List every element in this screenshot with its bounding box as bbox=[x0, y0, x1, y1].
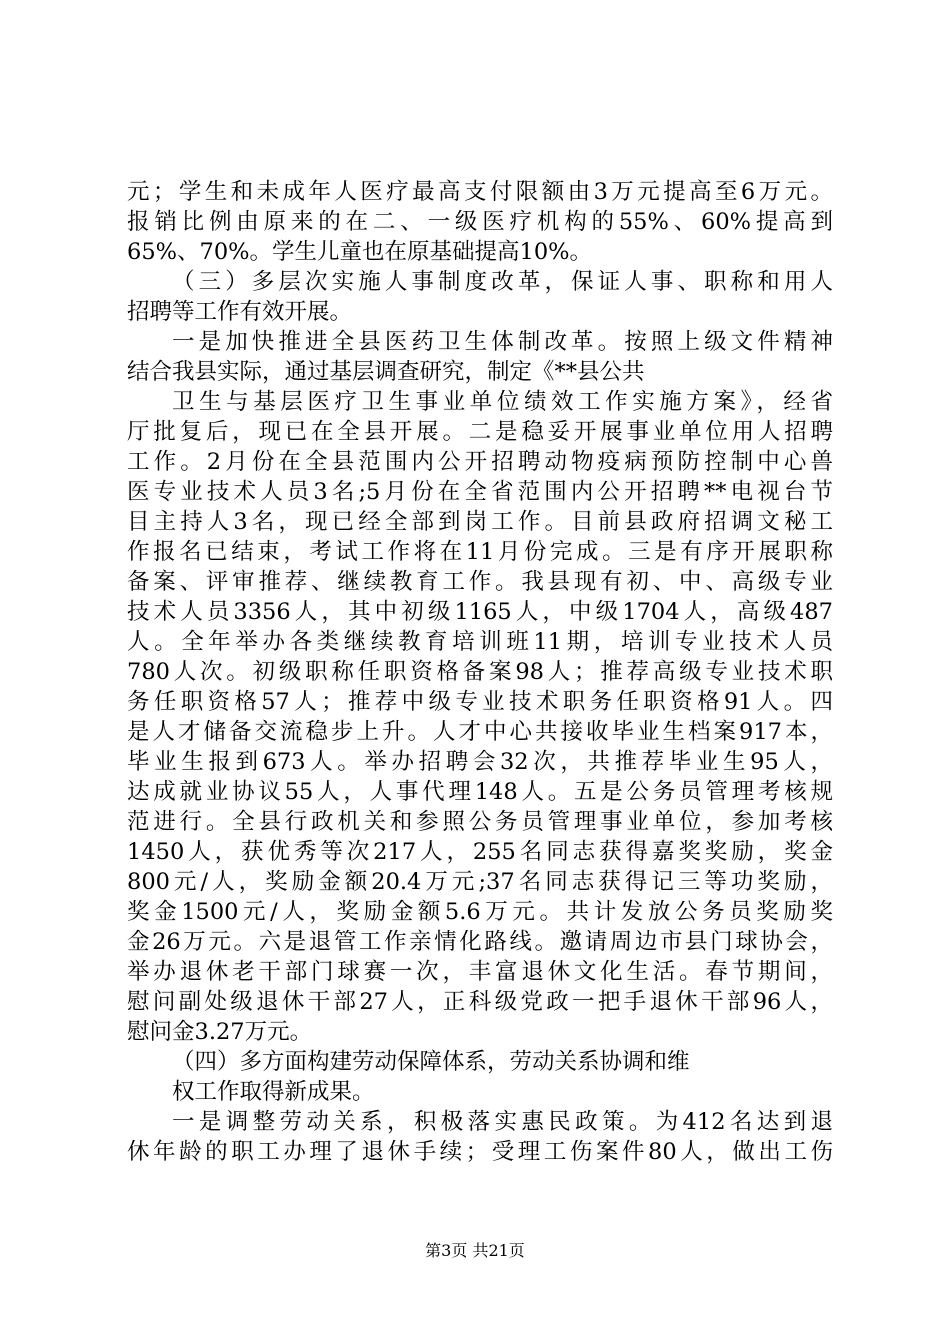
text-line: 780人次。初级职称任职资格备案98人；推荐高级专业技术职 bbox=[127, 659, 833, 685]
text-line: 报销比例由原来的在二、一级医疗机构的55%、60%提高到 bbox=[127, 209, 833, 235]
text-line: 元；学生和未成年人医疗最高支付限额由3万元提高至6万元。 bbox=[127, 179, 833, 205]
text-line: 是人才储备交流稳步上升。人才中心共接收毕业生档案917本， bbox=[127, 719, 833, 745]
text-line: 1450人，获优秀等次217人，255名同志获得嘉奖奖励，奖金 bbox=[127, 839, 833, 865]
text-line: 65%、70%。学生儿童也在原基础提高10%。 bbox=[127, 239, 593, 265]
text-line: 奖金1500元/人，奖励金额5.6万元。共计发放公务员奖励奖 bbox=[127, 899, 833, 925]
text-line: 举办退休老干部门球赛一次，丰富退休文化生活。春节期间， bbox=[127, 959, 833, 985]
text-line: 毕业生报到673人。举办招聘会32次，共推荐毕业生95人， bbox=[127, 749, 833, 775]
text-line: 一是加快推进全县医药卫生体制改革。按照上级文件精神 bbox=[172, 329, 833, 355]
text-line: 人。全年举办各类继续教育培训班11期，培训专业技术人员 bbox=[127, 629, 833, 655]
text-line: 达成就业协议55人，人事代理148人。五是公务员管理考核规 bbox=[127, 779, 833, 805]
text-line: 作报名已结束，考试工作将在11月份完成。三是有序开展职称 bbox=[127, 539, 833, 565]
text-line: 技术人员3356人，其中初级1165人，中级1704人，高级487 bbox=[127, 599, 833, 625]
text-line: 一是调整劳动关系，积极落实惠民政策。为412名达到退 bbox=[172, 1109, 833, 1135]
text-line: 慰问副处级退休干部27人，正科级党政一把手退休干部96人， bbox=[127, 989, 833, 1015]
text-line: 务任职资格57人；推荐中级专业技术职务任职资格91人。四 bbox=[127, 689, 833, 715]
text-line: 工作。2月份在全县范围内公开招聘动物疫病预防控制中心兽 bbox=[127, 449, 833, 475]
text-line: 金26万元。六是退管工作亲情化路线。邀请周边市县门球协会， bbox=[127, 929, 833, 955]
text-line: 备案、评审推荐、继续教育工作。我县现有初、中、高级专业 bbox=[127, 569, 833, 595]
text-line: 卫生与基层医疗卫生事业单位绩效工作实施方案》，经省 bbox=[172, 389, 833, 415]
text-line: 厅批复后，现已在全县开展。二是稳妥开展事业单位用人招聘 bbox=[127, 419, 833, 445]
text-line: 范进行。全县行政机关和参照公务员管理事业单位，参加考核 bbox=[127, 809, 833, 835]
section-heading-line: （四）多方面构建劳动保障体系，劳动关系协调和维 bbox=[172, 1049, 690, 1075]
text-line: 休年龄的职工办理了退休手续；受理工伤案件80人，做出工伤 bbox=[127, 1139, 833, 1165]
text-line: 慰问金3.27万元。 bbox=[127, 1019, 313, 1045]
section-heading-line: （三）多层次实施人事制度改革，保证人事、职称和用人 bbox=[172, 269, 833, 295]
section-heading-line: 招聘等工作有效开展。 bbox=[127, 299, 353, 325]
page-number-footer: 第3页 共21页 bbox=[425, 1241, 525, 1260]
text-line: 结合我县实际，通过基层调查研究，制定《**县公共 bbox=[127, 359, 645, 385]
text-line: 医专业技术人员3名;5月份在全省范围内公开招聘**电视台节 bbox=[127, 479, 833, 505]
text-line: 目主持人3名，现已经全部到岗工作。目前县政府招调文秘工 bbox=[127, 509, 833, 535]
section-heading-line: 权工作取得新成果。 bbox=[172, 1079, 375, 1105]
text-line: 800元/人，奖励金额20.4万元;37名同志获得记三等功奖励， bbox=[127, 869, 833, 895]
